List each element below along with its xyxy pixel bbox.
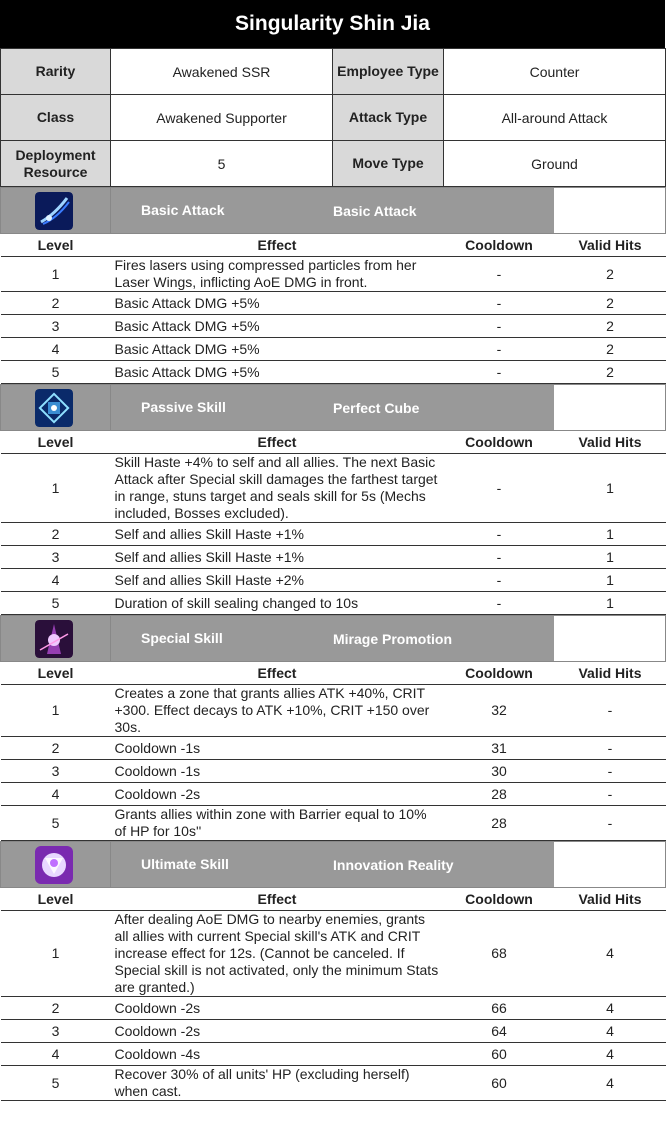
column-header-cooldown: Cooldown [444, 888, 555, 911]
table-row [1, 546, 666, 569]
table-row [1, 569, 666, 592]
level-cell: 3 [1, 546, 111, 569]
column-header-level: Level [1, 431, 111, 454]
column-header-hits: Valid Hits [555, 431, 666, 454]
cooldown-cell: - [444, 523, 555, 546]
cooldown-cell: - [444, 569, 555, 592]
valid-hits-cell: - [555, 685, 666, 737]
table-row [1, 737, 666, 760]
level-cell: 4 [1, 783, 111, 806]
info-label: Employee Type [333, 49, 444, 95]
info-value: 5 [111, 141, 333, 187]
cooldown-cell: 68 [444, 911, 555, 997]
table-row [1, 911, 666, 997]
basic-attack-icon [1, 188, 111, 234]
effect-cell: Basic Attack DMG +5% [111, 338, 444, 361]
skill-table [0, 841, 666, 1101]
valid-hits-cell: 4 [555, 1043, 666, 1066]
valid-hits-cell: 2 [555, 315, 666, 338]
cooldown-cell: - [444, 361, 555, 384]
ultimate-reality-icon [35, 846, 73, 884]
cooldown-cell: - [444, 315, 555, 338]
special-mirage-icon [35, 620, 73, 658]
table-row [1, 315, 666, 338]
passive-cube-icon [1, 385, 111, 431]
skill-header [1, 188, 666, 234]
level-cell: 1 [1, 257, 111, 292]
info-label: Rarity [1, 49, 111, 95]
cooldown-cell: 60 [444, 1043, 555, 1066]
level-cell: 4 [1, 1043, 111, 1066]
level-cell: 4 [1, 338, 111, 361]
skill-header [1, 385, 666, 431]
valid-hits-cell: 1 [555, 546, 666, 569]
column-header-hits: Valid Hits [555, 234, 666, 257]
info-table [0, 48, 666, 187]
level-cell: 5 [1, 806, 111, 841]
column-header-cooldown: Cooldown [444, 662, 555, 685]
level-cell: 2 [1, 997, 111, 1020]
column-header-level: Level [1, 662, 111, 685]
cooldown-cell: - [444, 257, 555, 292]
valid-hits-cell: 4 [555, 1020, 666, 1043]
effect-cell: After dealing AoE DMG to nearby enemies, grants all allies with current Special skill's ATK and CRIT increase effect for 12s. (Cannot be canceled. If Special skill is not activated, only the minimum Stats are granted.) [111, 911, 444, 997]
valid-hits-cell: 2 [555, 338, 666, 361]
info-row [1, 141, 666, 187]
passive-cube-icon [35, 389, 73, 427]
column-header-cooldown: Cooldown [444, 431, 555, 454]
effect-cell: Cooldown -2s [111, 997, 444, 1020]
cooldown-cell: 28 [444, 806, 555, 841]
valid-hits-cell: - [555, 737, 666, 760]
column-header-cooldown: Cooldown [444, 234, 555, 257]
cooldown-cell: 28 [444, 783, 555, 806]
level-cell: 2 [1, 737, 111, 760]
level-cell: 4 [1, 569, 111, 592]
level-cell: 1 [1, 454, 111, 523]
info-value: Awakened SSR [111, 49, 333, 95]
level-cell: 5 [1, 1066, 111, 1101]
table-row [1, 685, 666, 737]
effect-cell: Recover 30% of all units' HP (excluding herself) when cast. [111, 1066, 444, 1101]
cooldown-cell: - [444, 454, 555, 523]
level-cell: 3 [1, 315, 111, 338]
skill-header [1, 616, 666, 662]
column-header-level: Level [1, 888, 111, 911]
skill-type: Ultimate Skill [111, 842, 444, 888]
valid-hits-cell: 4 [555, 1066, 666, 1101]
level-cell: 3 [1, 760, 111, 783]
info-label: Attack Type [333, 95, 444, 141]
level-cell: 1 [1, 911, 111, 997]
cooldown-cell: 66 [444, 997, 555, 1020]
effect-cell: Basic Attack DMG +5% [111, 292, 444, 315]
cooldown-cell: - [444, 292, 555, 315]
effect-cell: Cooldown -1s [111, 760, 444, 783]
valid-hits-cell: - [555, 806, 666, 841]
table-row [1, 292, 666, 315]
column-header-effect: Effect [111, 431, 444, 454]
info-value: Counter [444, 49, 666, 95]
column-header-effect: Effect [111, 662, 444, 685]
valid-hits-cell: 1 [555, 592, 666, 615]
info-row [1, 95, 666, 141]
column-header-row [1, 662, 666, 685]
table-row [1, 997, 666, 1020]
skill-header [1, 842, 666, 888]
info-row [1, 49, 666, 95]
skill-name: Innovation Reality [333, 842, 555, 888]
cooldown-cell: 31 [444, 737, 555, 760]
effect-cell: Cooldown -2s [111, 783, 444, 806]
level-cell: 2 [1, 292, 111, 315]
valid-hits-cell: 2 [555, 257, 666, 292]
effect-cell: Cooldown -2s [111, 1020, 444, 1043]
cooldown-cell: 64 [444, 1020, 555, 1043]
level-cell: 3 [1, 1020, 111, 1043]
valid-hits-cell: 4 [555, 997, 666, 1020]
info-value: All-around Attack [444, 95, 666, 141]
effect-cell: Creates a zone that grants allies ATK +40%, CRIT +300. Effect decays to ATK +10%, CRIT +150 over 30s. [111, 685, 444, 737]
table-row [1, 806, 666, 841]
valid-hits-cell: - [555, 783, 666, 806]
skill-type: Basic Attack [111, 188, 444, 234]
table-row [1, 454, 666, 523]
skill-table [0, 384, 666, 615]
table-row [1, 783, 666, 806]
effect-cell: Cooldown -4s [111, 1043, 444, 1066]
info-label: Class [1, 95, 111, 141]
valid-hits-cell: 4 [555, 911, 666, 997]
skill-name: Basic Attack [333, 188, 555, 234]
effect-cell: Basic Attack DMG +5% [111, 315, 444, 338]
skill-name: Perfect Cube [333, 385, 555, 431]
table-row [1, 338, 666, 361]
effect-cell: Self and allies Skill Haste +1% [111, 546, 444, 569]
level-cell: 5 [1, 592, 111, 615]
valid-hits-cell: 2 [555, 361, 666, 384]
effect-cell: Grants allies within zone with Barrier equal to 10% of HP for 10s'' [111, 806, 444, 841]
effect-cell: Duration of skill sealing changed to 10s [111, 592, 444, 615]
info-value: Awakened Supporter [111, 95, 333, 141]
info-value: Ground [444, 141, 666, 187]
column-header-level: Level [1, 234, 111, 257]
column-header-effect: Effect [111, 888, 444, 911]
column-header-row [1, 431, 666, 454]
info-label: Move Type [333, 141, 444, 187]
column-header-row [1, 888, 666, 911]
valid-hits-cell: 2 [555, 292, 666, 315]
table-row [1, 592, 666, 615]
table-row [1, 1020, 666, 1043]
effect-cell: Self and allies Skill Haste +2% [111, 569, 444, 592]
cooldown-cell: - [444, 592, 555, 615]
special-mirage-icon [1, 616, 111, 662]
skill-type: Passive Skill [111, 385, 444, 431]
table-row [1, 1043, 666, 1066]
skill-type: Special Skill [111, 616, 444, 662]
skill-name: Mirage Promotion [333, 616, 555, 662]
ultimate-reality-icon [1, 842, 111, 888]
level-cell: 2 [1, 523, 111, 546]
effect-cell: Self and allies Skill Haste +1% [111, 523, 444, 546]
column-header-effect: Effect [111, 234, 444, 257]
valid-hits-cell: 1 [555, 569, 666, 592]
cooldown-cell: 60 [444, 1066, 555, 1101]
level-cell: 5 [1, 361, 111, 384]
table-row [1, 361, 666, 384]
skill-table [0, 187, 666, 384]
column-header-hits: Valid Hits [555, 662, 666, 685]
table-row [1, 1066, 666, 1101]
info-label: Deployment Resource [1, 141, 111, 187]
cooldown-cell: 30 [444, 760, 555, 783]
cooldown-cell: - [444, 546, 555, 569]
effect-cell: Basic Attack DMG +5% [111, 361, 444, 384]
cooldown-cell: 32 [444, 685, 555, 737]
valid-hits-cell: 1 [555, 454, 666, 523]
effect-cell: Skill Haste +4% to self and all allies. The next Basic Attack after Special skill damages the farthest target in range, stuns target and seals skill for 5s (Mechs included, Bosses excluded). [111, 454, 444, 523]
cooldown-cell: - [444, 338, 555, 361]
column-header-row [1, 234, 666, 257]
page-title: Singularity Shin Jia [0, 0, 665, 48]
level-cell: 1 [1, 685, 111, 737]
table-row [1, 760, 666, 783]
effect-cell: Fires lasers using compressed particles from her Laser Wings, inflicting AoE DMG in front. [111, 257, 444, 292]
valid-hits-cell: - [555, 760, 666, 783]
column-header-hits: Valid Hits [555, 888, 666, 911]
effect-cell: Cooldown -1s [111, 737, 444, 760]
table-row [1, 523, 666, 546]
skill-table [0, 615, 666, 841]
basic-attack-icon [35, 192, 73, 230]
valid-hits-cell: 1 [555, 523, 666, 546]
table-row [1, 257, 666, 292]
